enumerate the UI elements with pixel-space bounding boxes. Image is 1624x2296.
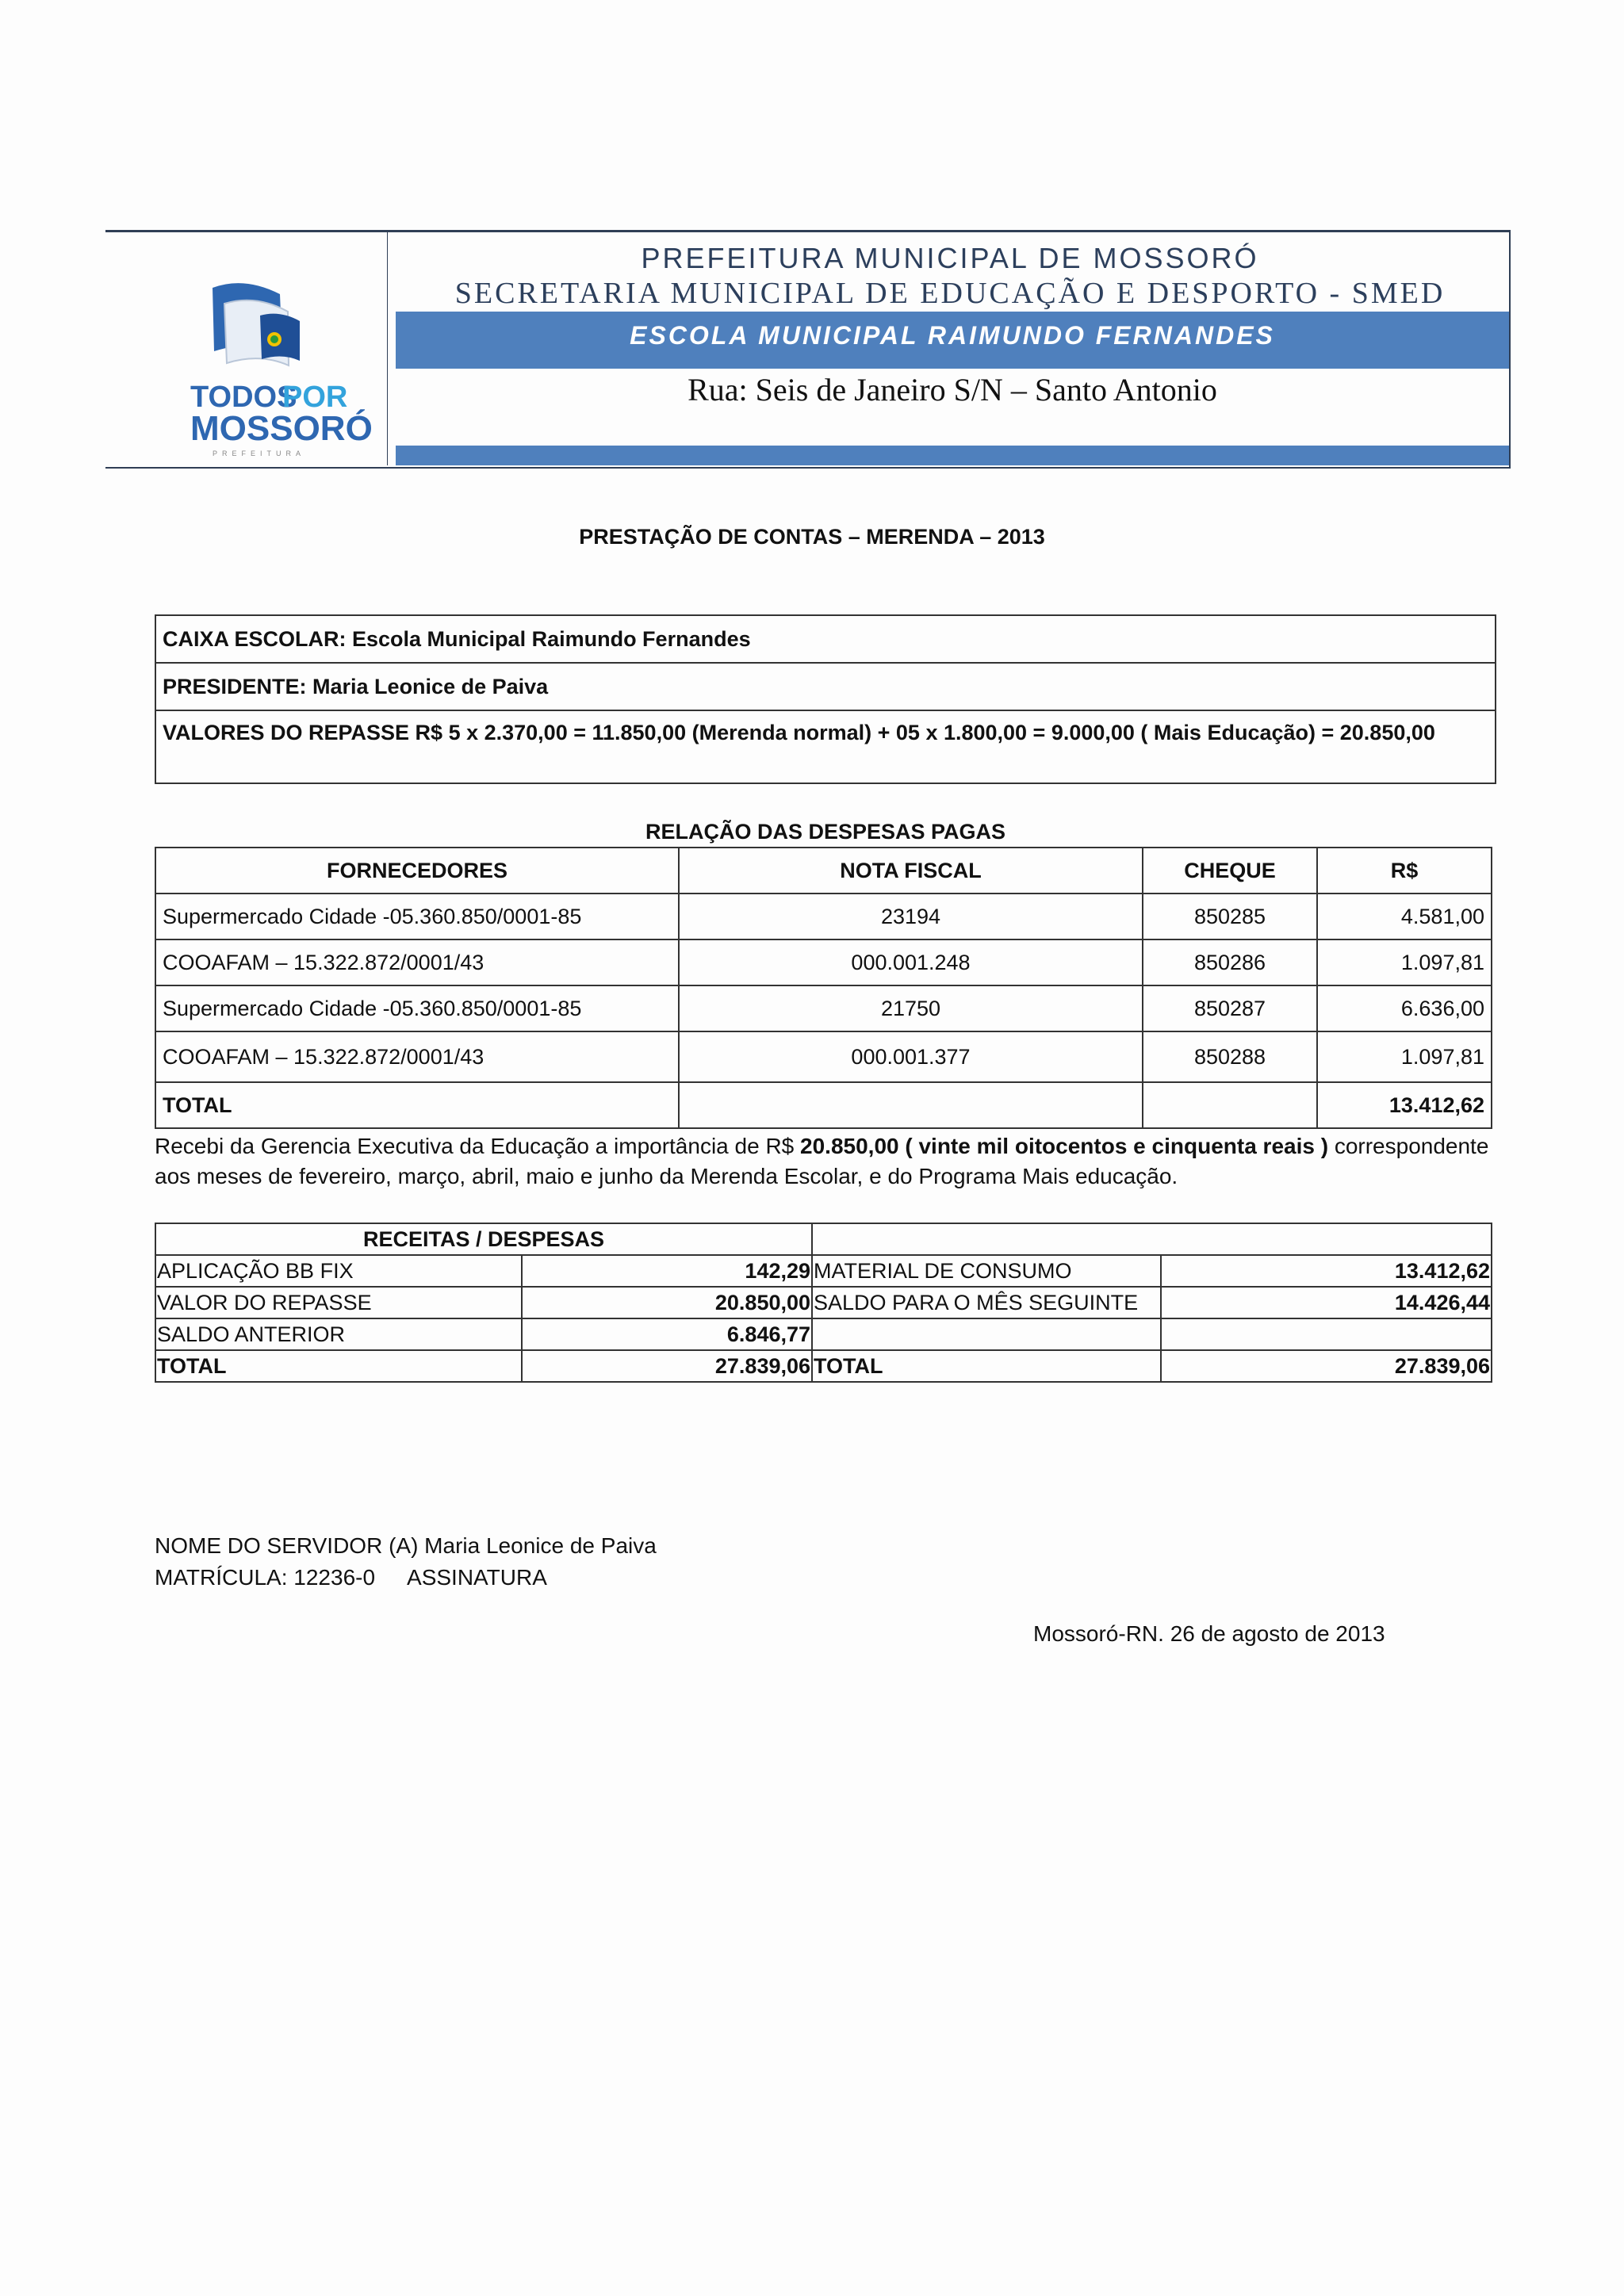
valores-repasse: VALORES DO REPASSE R$ 5 x 2.370,00 = 11.850,00 (Merenda normal) + 05 x 1.800,00 = 9.000,00 ( Mais Educação) = 20.850,00 xyxy=(155,710,1496,783)
despesa-value: 14.426,44 xyxy=(1161,1287,1492,1318)
assinatura-label: ASSINATURA xyxy=(407,1565,547,1590)
logo-text-todos: TODOS xyxy=(190,381,297,414)
col-header-valor: R$ xyxy=(1317,848,1492,894)
total-value: 13.412,62 xyxy=(1317,1082,1492,1128)
empty-cell xyxy=(812,1223,1492,1255)
summary-table xyxy=(155,1223,1492,1383)
cheque-cell: 850288 xyxy=(1143,1031,1317,1082)
receita-value: 6.846,77 xyxy=(522,1318,812,1350)
total-row xyxy=(155,1350,1492,1382)
nota-cell: 000.001.248 xyxy=(679,939,1143,985)
mossoro-logo xyxy=(189,272,373,462)
total-receitas: 27.839,06 xyxy=(522,1350,812,1382)
info-row xyxy=(155,663,1496,710)
valor-cell: 6.636,00 xyxy=(1317,985,1492,1031)
total-label: TOTAL xyxy=(812,1350,1161,1382)
info-row xyxy=(155,615,1496,663)
despesa-value: 13.412,62 xyxy=(1161,1255,1492,1287)
fornecedor-cell: Supermercado Cidade -05.360.850/0001-85 xyxy=(155,985,679,1031)
logo-subtext: PREFEITURA xyxy=(213,450,306,457)
valor-cell: 1.097,81 xyxy=(1317,1031,1492,1082)
fornecedor-cell: COOAFAM – 15.322.872/0001/43 xyxy=(155,1031,679,1082)
document-title: PRESTAÇÃO DE CONTAS – MERENDA – 2013 xyxy=(579,525,1045,549)
table-row xyxy=(155,1318,1492,1350)
table-row xyxy=(155,985,1492,1031)
info-row xyxy=(155,710,1496,783)
col-header-nota-fiscal: NOTA FISCAL xyxy=(679,848,1143,894)
receita-label: SALDO ANTERIOR xyxy=(155,1318,522,1350)
empty-cell xyxy=(812,1318,1161,1350)
total-label: TOTAL xyxy=(155,1350,522,1382)
receita-label: APLICAÇÃO BB FIX xyxy=(155,1255,522,1287)
total-label: TOTAL xyxy=(155,1082,679,1128)
presidente: PRESIDENTE: Maria Leonice de Paiva xyxy=(155,663,1496,710)
receipt-amount: 20.850,00 ( vinte mil oitocentos e cinquenta reais ) xyxy=(800,1134,1329,1158)
table-row xyxy=(155,1031,1492,1082)
matricula: MATRÍCULA: 12236-0 xyxy=(155,1565,376,1590)
expenses-title: RELAÇÃO DAS DESPESAS PAGAS xyxy=(645,820,1006,844)
receipt-text-after: correspondente aos meses de fevereiro, março, abril, maio e junho da Merenda Escolar, e do Programa Mais educação. xyxy=(155,1134,1489,1188)
document-date: Mossoró-RN. 26 de agosto de 2013 xyxy=(1033,1621,1385,1646)
header-secretaria: SECRETARIA MUNICIPAL DE EDUCAÇÃO E DESPORTO - SMED xyxy=(454,277,1446,310)
nota-cell: 21750 xyxy=(679,985,1143,1031)
fornecedor-cell: COOAFAM – 15.322.872/0001/43 xyxy=(155,939,679,985)
table-row xyxy=(155,939,1492,985)
expenses-table xyxy=(155,847,1492,1129)
summary-header: RECEITAS / DESPESAS xyxy=(155,1223,812,1255)
info-table xyxy=(155,614,1496,784)
matricula-line xyxy=(155,1562,657,1594)
table-row xyxy=(155,1287,1492,1318)
cheque-cell: 850287 xyxy=(1143,985,1317,1031)
caixa-escolar: CAIXA ESCOLAR: Escola Municipal Raimundo Fernandes xyxy=(155,615,1496,663)
cheque-cell: 850285 xyxy=(1143,894,1317,939)
valor-cell: 1.097,81 xyxy=(1317,939,1492,985)
nota-cell: 23194 xyxy=(679,894,1143,939)
receipt-text-before: Recebi da Gerencia Executiva da Educação a importância de R$ xyxy=(155,1134,801,1158)
despesa-label: SALDO PARA O MÊS SEGUINTE xyxy=(812,1287,1161,1318)
empty-cell xyxy=(1161,1318,1492,1350)
valor-cell: 4.581,00 xyxy=(1317,894,1492,939)
receipt-paragraph xyxy=(155,1131,1503,1192)
logo-text-por: POR xyxy=(282,381,348,414)
header-address: Rua: Seis de Janeiro S/N – Santo Antonio xyxy=(688,372,1217,408)
signature-block xyxy=(155,1530,657,1594)
despesa-label: MATERIAL DE CONSUMO xyxy=(812,1255,1161,1287)
logo-cell xyxy=(105,232,388,465)
col-header-cheque: CHEQUE xyxy=(1143,848,1317,894)
cheque-cell: 850286 xyxy=(1143,939,1317,985)
table-header-row xyxy=(155,848,1492,894)
total-row xyxy=(155,1082,1492,1128)
empty-cell xyxy=(1143,1082,1317,1128)
total-despesas: 27.839,06 xyxy=(1161,1350,1492,1382)
header-school-name: ESCOLA MUNICIPAL RAIMUNDO FERNANDES xyxy=(630,321,1275,350)
table-header-row xyxy=(155,1223,1492,1255)
servidor-name: NOME DO SERVIDOR (A) Maria Leonice de Paiva xyxy=(155,1533,657,1558)
receita-label: VALOR DO REPASSE xyxy=(155,1287,522,1318)
receita-value: 20.850,00 xyxy=(522,1287,812,1318)
nota-cell: 000.001.377 xyxy=(679,1031,1143,1082)
table-row xyxy=(155,1255,1492,1287)
header-prefeitura: PREFEITURA MUNICIPAL DE MOSSORÓ xyxy=(641,242,1259,274)
empty-cell xyxy=(679,1082,1143,1128)
header-bottom-band xyxy=(396,446,1509,465)
table-row xyxy=(155,894,1492,939)
letterhead xyxy=(105,230,1511,469)
receita-value: 142,29 xyxy=(522,1255,812,1287)
col-header-fornecedores: FORNECEDORES xyxy=(155,848,679,894)
logo-text-mossoro: MOSSORÓ xyxy=(190,409,373,448)
fornecedor-cell: Supermercado Cidade -05.360.850/0001-85 xyxy=(155,894,679,939)
